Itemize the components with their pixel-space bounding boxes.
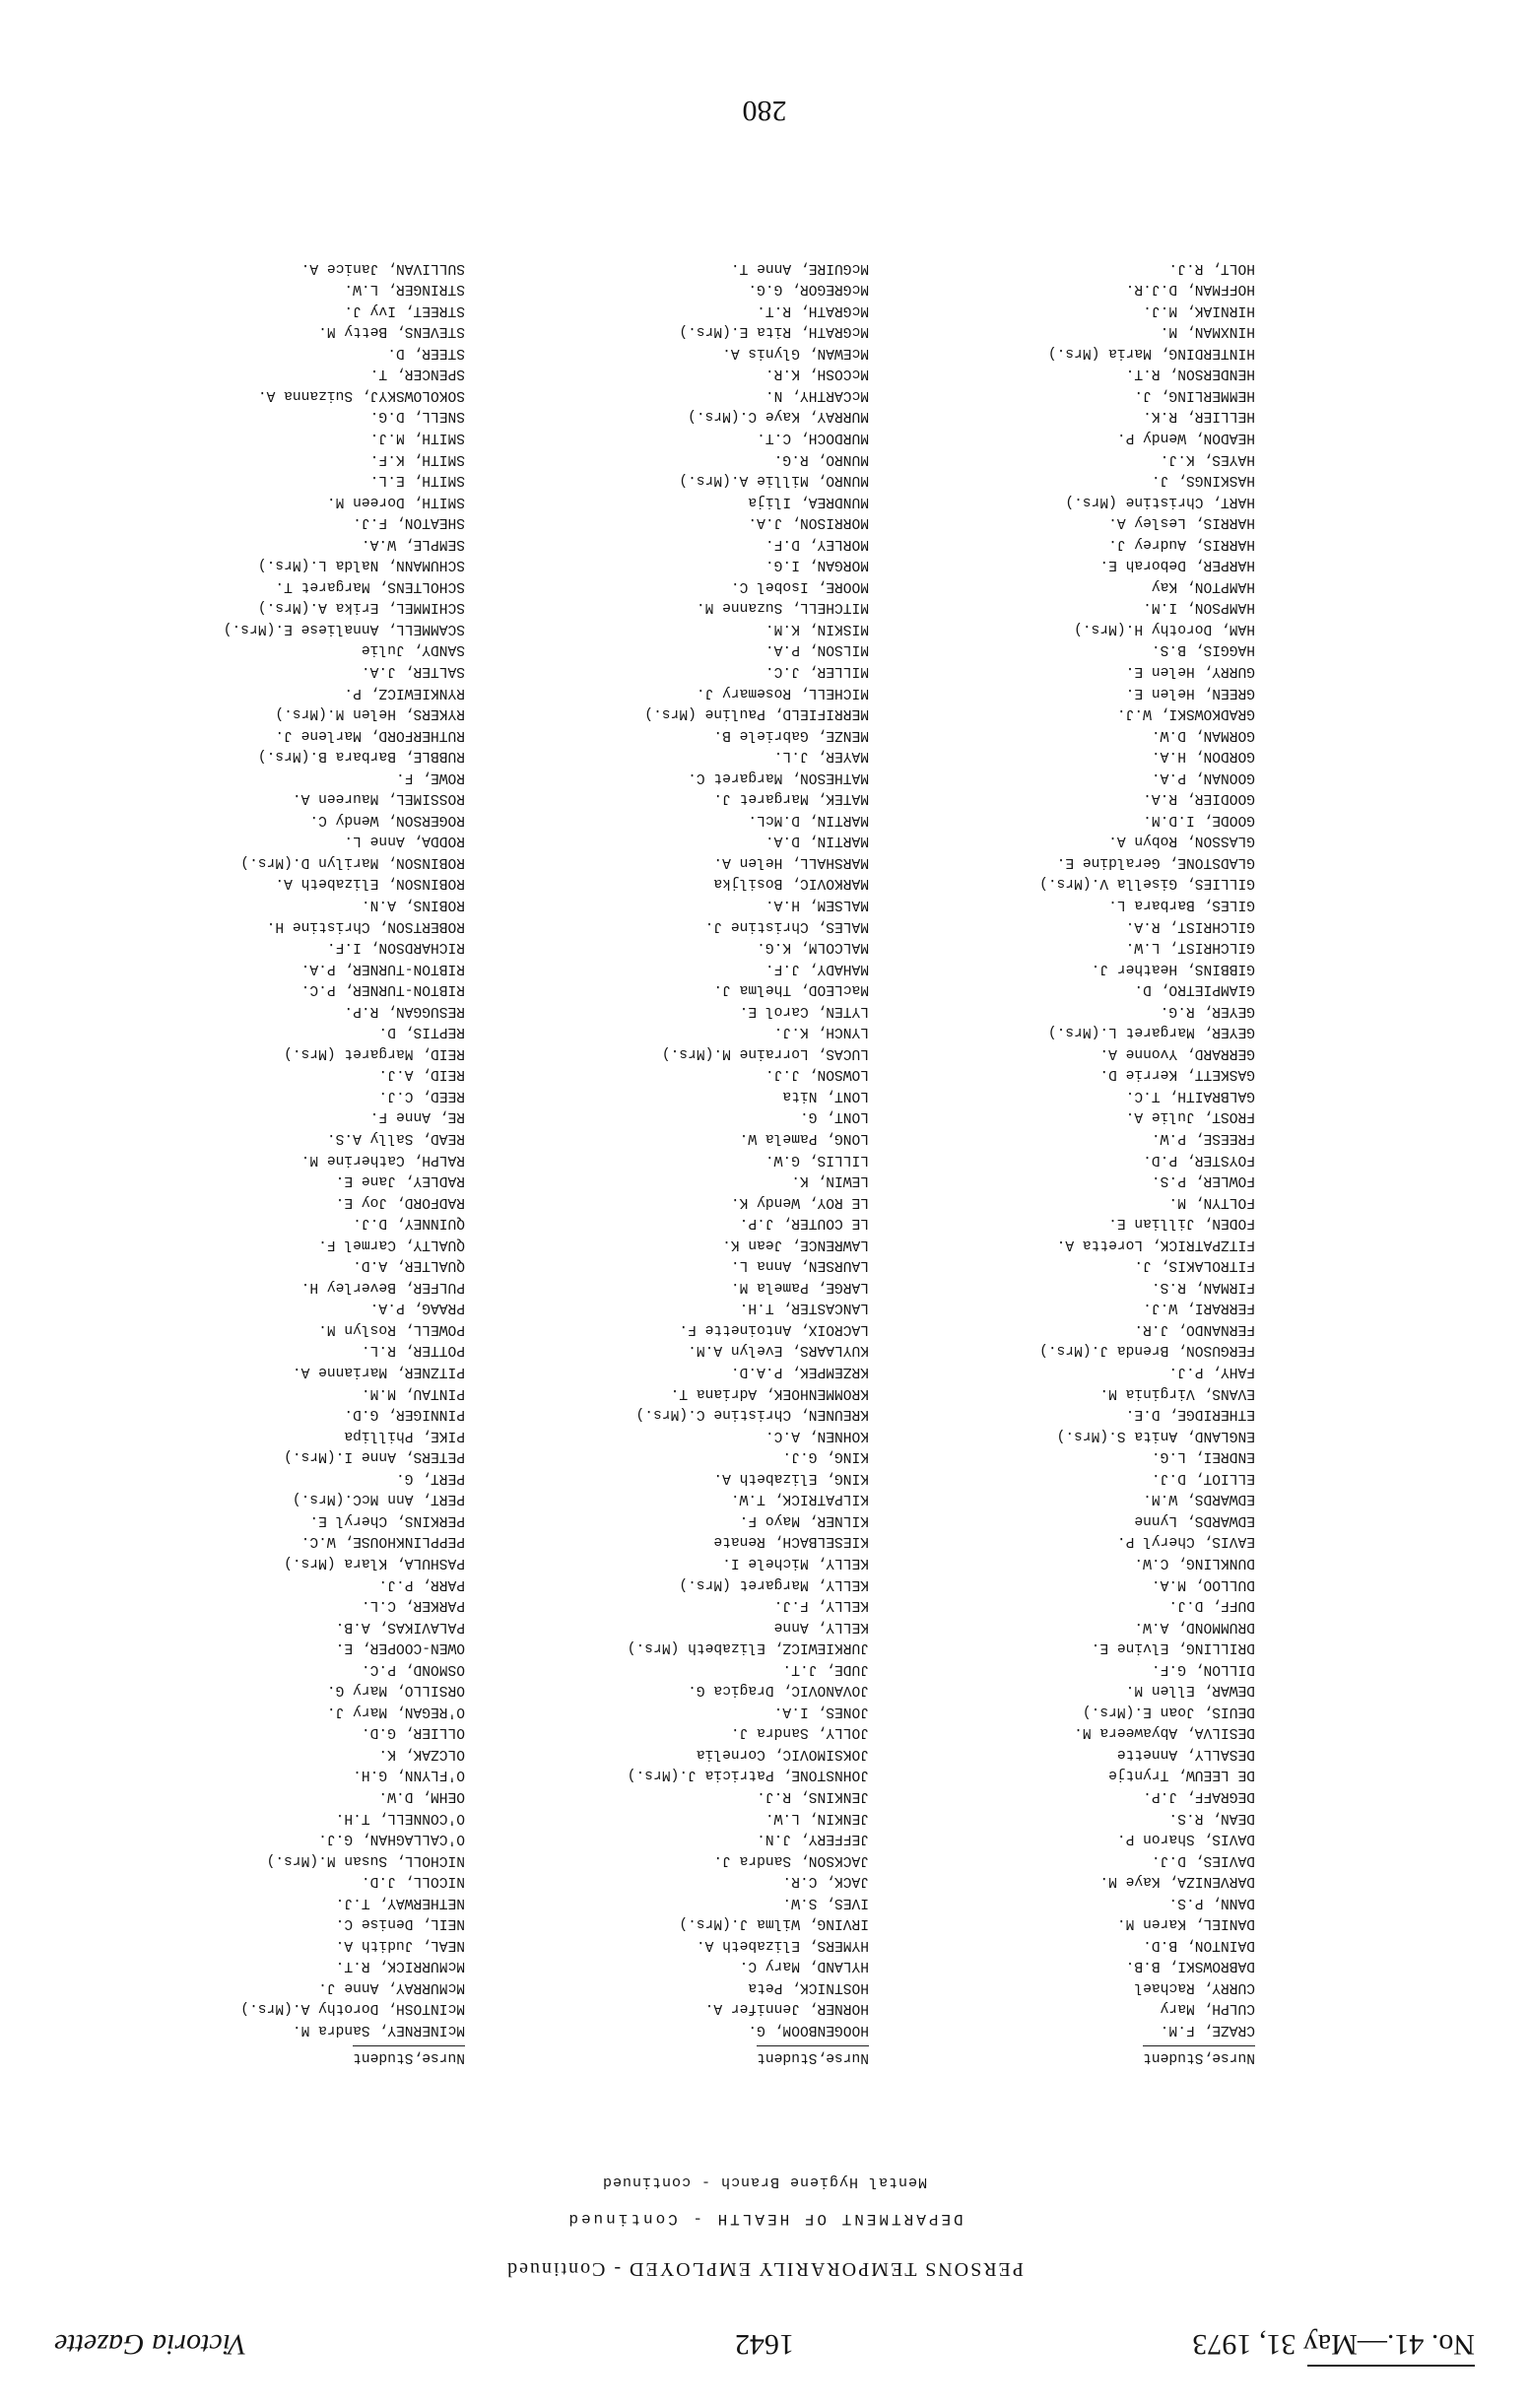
name-entry: LE ROY, Wendy K.	[730, 1193, 869, 1210]
section-titles	[0, 2174, 1529, 2280]
name-entry: HASKINGS, J.	[1151, 472, 1255, 489]
name-entry: HENDERSON, R.T.	[1125, 366, 1255, 382]
name-entry: NEIL, Denise C.	[335, 1915, 465, 1932]
name-entry: GLASSON, Robyn A.	[1108, 833, 1255, 849]
name-entry: SMITH, M.J.	[369, 429, 465, 445]
name-entry: DAVIES, D.J.	[1151, 1851, 1255, 1868]
name-entry: DAINTON, B.D.	[1143, 1936, 1255, 1953]
name-entry: ROWE, F.	[395, 769, 465, 785]
name-entry: PALAVIKAS, A.B.	[335, 1618, 465, 1635]
name-entry: KELLY, Margaret (Mrs.)	[679, 1575, 869, 1592]
name-entry: GILLIES, Gisella V.(Mrs.)	[1039, 875, 1255, 892]
name-entry: HART, Christine (Mrs.)	[1065, 493, 1255, 509]
name-entry: REID, A.J.	[378, 1066, 465, 1083]
name-entry: FODEN, Jillian E.	[1108, 1215, 1255, 1232]
name-entry: POTTER, R.L.	[361, 1342, 465, 1359]
name-entry: MALCOLM, K.G.	[757, 939, 869, 956]
name-entry: MICHELL, Rosemary J.	[696, 684, 869, 701]
name-entry: GALBRAITH, T.C.	[1125, 1087, 1255, 1104]
name-entry: SNELL, D.G.	[369, 408, 465, 425]
name-entry: KING, G.J.	[782, 1448, 869, 1465]
name-entry: JURKIEWICZ, Elizabeth (Mrs.)	[627, 1639, 869, 1656]
name-entry: MAYER, J.L.	[773, 748, 869, 765]
name-entry: MAHADY, J.F.	[764, 960, 869, 976]
name-entry: RUTHERFORD, Marlene J.	[275, 726, 465, 743]
name-entry: RODDA, Anne L.	[344, 833, 465, 849]
name-entry: HARPER, Deborah E.	[1099, 557, 1255, 573]
name-entry: SEMPLE, W.A.	[361, 535, 465, 552]
name-entry: SCAMMELL, Annaliese E.(Mrs.)	[223, 620, 465, 636]
name-entry: HAMPSON, I.M.	[1143, 599, 1255, 616]
name-entry: McINERNEY, Sandra M.	[292, 2022, 465, 2038]
name-entry: NICOLL, J.D.	[361, 1873, 465, 1890]
main-title: PERSONS TEMPORARILY EMPLOYED - Continued	[505, 2258, 1024, 2280]
name-entry: OEHM, D.W.	[378, 1787, 465, 1804]
name-entry: RESUGGAN, R.P.	[344, 1002, 465, 1019]
name-entry: NICHOLL, Susan M.(Mrs.)	[266, 1851, 465, 1868]
name-entry: HOOGENBOOM, G.	[748, 2022, 869, 2038]
header-rule	[1307, 2365, 1475, 2367]
name-entry: RYKERS, Helen M.(Mrs.)	[275, 705, 465, 722]
name-entry: CRAZE, F.M.	[1160, 2022, 1255, 2038]
name-entry: MORRISON, J.A.	[748, 514, 869, 531]
name-entry: QUALTER, A.D.	[353, 1257, 465, 1274]
name-entry: RICHARDSON, I.F.	[326, 939, 465, 956]
name-entry: JUDE, J.T.	[782, 1660, 869, 1677]
name-entry: MARKOVIC, Bosiljka	[713, 875, 869, 892]
name-entry: HAGGIS, B.S.	[1151, 641, 1255, 658]
name-entry: McMURRICK, R.T.	[335, 1958, 465, 1974]
name-entry: IRVING, Wilma J.(Mrs.)	[679, 1915, 869, 1932]
name-entry: ORSILLO, Mary G.	[326, 1682, 465, 1699]
name-entry: QUINNEY, D.J.	[353, 1215, 465, 1232]
name-entry: STEER, D.	[387, 344, 465, 361]
name-entry: HYMERS, Elizabeth A.	[696, 1936, 869, 1953]
column-heading: Nurse,Student	[353, 2045, 465, 2068]
name-entry: LOWSON, J.J.	[764, 1066, 869, 1083]
name-entry: OLLIER, G.D.	[361, 1724, 465, 1741]
name-entry: DUFF, D.J.	[1168, 1597, 1255, 1614]
name-entry: KILNER, Mayo F.	[739, 1511, 869, 1528]
name-entry: GEYER, R.G.	[1160, 1002, 1255, 1019]
name-entry: MUNRO, R.G.	[773, 450, 869, 467]
name-entry: ROSSIMEL, Maureen A.	[292, 790, 465, 807]
name-entry: LAURSEN, Anna L.	[730, 1257, 869, 1274]
name-entry: JOKSIMOVIC, Cornelia	[696, 1745, 869, 1762]
name-entry: GIBBINS, Heather J.	[1091, 960, 1255, 976]
name-entry: FIRMAN, R.S.	[1151, 1278, 1255, 1295]
name-entry: DEWAR, Ellen M.	[1125, 1682, 1255, 1699]
name-entry: ELLIOT, D.J.	[1151, 1469, 1255, 1486]
name-entry: SULLIVAN, Janice A.	[300, 259, 465, 276]
name-entry: MOORE, Isobel C.	[730, 577, 869, 594]
name-entry: GOONAN, P.A.	[1151, 769, 1255, 785]
name-entry: HIRNIAK, M.J.	[1143, 301, 1255, 318]
name-entry: PERT, G.	[395, 1469, 465, 1486]
name-entry: KILPATRICK, T.W.	[730, 1491, 869, 1507]
name-entry: McINTOSH, Dorothy A.(Mrs.)	[240, 2000, 465, 2017]
name-entry: DE LEEUW, Tryntje	[1108, 1767, 1255, 1783]
name-entry: QUALTY, Carmel F.	[318, 1236, 465, 1252]
name-entry: O'CONNELL, T.H.	[335, 1809, 465, 1826]
name-entry: RALPH, Catherine M.	[300, 1151, 465, 1168]
name-entry: RADFORD, Joy E.	[335, 1193, 465, 1210]
name-entry: READ, Sally A.S.	[326, 1130, 465, 1147]
name-entry: RUBBLE, Barbara B.(Mrs.)	[257, 748, 465, 765]
name-entry: JENKINS, R.J.	[757, 1787, 869, 1804]
page-header	[0, 2319, 1529, 2378]
names-list	[861, 256, 1255, 2040]
name-entry: HORNER, Jennifer A.	[704, 2000, 869, 2017]
name-entry: McGREGOR, G.G.	[748, 281, 869, 298]
names-column-2	[475, 256, 869, 2068]
name-entry: HEMMERLING, J.	[1134, 386, 1255, 403]
name-entry: DULLOO, M.A.	[1151, 1575, 1255, 1592]
name-entry: EVANS, Virginia M.	[1099, 1384, 1255, 1401]
name-entry: McGUIRE, Anne T.	[730, 259, 869, 276]
name-entry: PETERS, Anne I.(Mrs.)	[284, 1448, 465, 1465]
name-entry: MARSHALL, Helen A.	[713, 853, 869, 870]
name-entry: KRZEMPEK, P.A.D.	[730, 1364, 869, 1380]
name-entry: GORDON, H.A.	[1151, 748, 1255, 765]
name-entry: KIESELBACH, Renate	[713, 1533, 869, 1550]
name-entry: EDWARDS, W.M.	[1143, 1491, 1255, 1507]
name-entry: SMITH, K.F.	[369, 450, 465, 467]
name-entry: LONT, Nita	[782, 1087, 869, 1104]
name-entry: PULFER, Beverley H.	[300, 1278, 465, 1295]
name-entry: NETHERWAY, T.J.	[335, 1894, 465, 1910]
name-entry: HOSTNICK, Peta	[748, 1978, 869, 1995]
name-entry: DUNKLING, C.W.	[1134, 1554, 1255, 1571]
name-entry: KING, Elizabeth A.	[713, 1469, 869, 1486]
column-heading: Nurse,Student	[757, 2045, 869, 2068]
names-list	[71, 256, 465, 2040]
name-entry: DAVIS, Sharon P.	[1116, 1831, 1255, 1847]
name-entry: MUNDREA, Ilija	[748, 493, 869, 509]
name-entry: HARRIS, Audrey J.	[1108, 535, 1255, 552]
name-entry: PIKE, Phillipa	[344, 1427, 465, 1443]
name-entry: ENDREI, L.G.	[1151, 1448, 1255, 1465]
name-entry: McCOSH, K.R.	[764, 366, 869, 382]
name-entry: LUCAS, Lorraine M.(Mrs.)	[661, 1044, 869, 1061]
name-entry: GERRARD, Yvonne A.	[1099, 1044, 1255, 1061]
publication-name: Victoria Gazette	[54, 2328, 247, 2361]
name-entry: JACKSON, Sandra J.	[713, 1851, 869, 1868]
gazette-page-number: 1642	[735, 2328, 794, 2361]
name-entry: JENKIN, L.W.	[764, 1809, 869, 1826]
name-entry: EAVIS, Cheryl P.	[1116, 1533, 1255, 1550]
name-entry: ROBINSON, Elizabeth A.	[275, 875, 465, 892]
name-entry: KREUNEN, Christine C.(Mrs.)	[635, 1406, 869, 1423]
name-entry: MILSON, P.A.	[764, 641, 869, 658]
branch-title: Mental Hygiene Branch - continued	[601, 2174, 928, 2190]
issue-info: No. 41.—May 31, 1973	[1192, 2328, 1475, 2361]
name-entry: FAHY, P.J.	[1168, 1364, 1255, 1380]
name-entry: McGRATH, Rita E.(Mrs.)	[679, 323, 869, 340]
names-list	[475, 256, 869, 2040]
name-entry: SCHUMANN, Nalda L.(Mrs.)	[257, 557, 465, 573]
name-entry: GILCHRIST, L.W.	[1125, 939, 1255, 956]
name-entry: MALES, Christine J.	[704, 917, 869, 934]
name-entry: LONG, Pamela W.	[739, 1130, 869, 1147]
name-entry: MacLEOD, Thelma J.	[713, 981, 869, 998]
name-entry: OLCZAK, K.	[378, 1745, 465, 1762]
name-entry: STRINGER, L.W.	[344, 281, 465, 298]
name-entry: JACK, C.R.	[782, 1873, 869, 1890]
name-entry: GLADSTONE, Geraldine E.	[1056, 853, 1255, 870]
name-entry: MISKIN, K.M.	[764, 620, 869, 636]
name-entry: SCHIMMEL, Erika A.(Mrs.)	[257, 599, 465, 616]
name-entry: SPENCER, T.	[369, 366, 465, 382]
name-entry: SANDY, Julie	[361, 641, 465, 658]
name-entry: JOHNSTONE, Patricia J.(Mrs.)	[627, 1767, 869, 1783]
name-entry: FOLTYN, M.	[1168, 1193, 1255, 1210]
name-entry: GASKETT, Kerrie D.	[1099, 1066, 1255, 1083]
names-column-1	[861, 256, 1255, 2068]
name-entry: KUYLAARS, Evelyn A.M.	[688, 1342, 869, 1359]
name-entry: GOODE, I.D.M.	[1143, 811, 1255, 828]
name-entry: GIAMPIETRO, D.	[1134, 981, 1255, 998]
name-entry: GILCHRIST, R.A.	[1125, 917, 1255, 934]
name-entry: PINNIGER, G.D.	[344, 1406, 465, 1423]
name-entry: SHEATON, F.J.	[353, 514, 465, 531]
name-entry: ROBINSON, Marilyn D.(Mrs.)	[240, 853, 465, 870]
page-number: 280	[742, 95, 787, 127]
name-entry: SCHOLTENS, Margaret T.	[275, 577, 465, 594]
name-entry: PRAAG, P.A.	[369, 1300, 465, 1316]
name-entry: LANCASTER, T.H.	[739, 1300, 869, 1316]
name-entry: LEWIN, K.	[791, 1172, 869, 1189]
name-entry: PINTAU, M.M.	[361, 1384, 465, 1401]
name-entry: SMITH, Doreen M.	[326, 493, 465, 509]
name-entry: DRUMMOND, A.W.	[1134, 1618, 1255, 1635]
name-entry: NEAL, Judith A.	[335, 1936, 465, 1953]
name-entry: GOODIER, R.A.	[1143, 790, 1255, 807]
name-entry: REPTIS, D.	[378, 1024, 465, 1040]
name-entry: GREEN, Helen E.	[1125, 684, 1255, 701]
name-entry: ROBINS, A.N.	[361, 897, 465, 913]
name-entry: HELLIER, R.K.	[1143, 408, 1255, 425]
name-entry: HAM, Dorothy H.(Mrs.)	[1074, 620, 1255, 636]
name-entry: JOLLY, Sandra J.	[730, 1724, 869, 1741]
name-entry: PITZNER, Marianne A.	[292, 1364, 465, 1380]
name-entry: RE, Anne F.	[369, 1108, 465, 1125]
name-entry: FERRARI, W.J.	[1143, 1300, 1255, 1316]
name-entry: MARTIN, D.A.	[764, 833, 869, 849]
name-entry: O'FLYNN, G.H.	[353, 1767, 465, 1783]
name-entry: MUNRO, Millie A.(Mrs.)	[679, 472, 869, 489]
name-entry: MATHESON, Margaret C.	[688, 769, 869, 785]
name-entry: EDWARDS, Lynne	[1134, 1511, 1255, 1528]
name-entry: HINTERDING, Maria (Mrs.)	[1047, 344, 1255, 361]
name-entry: CULPH, Mary	[1160, 2000, 1255, 2017]
name-entry: MURDOCH, C.T.	[757, 429, 869, 445]
name-entry: O'CALLAGHAN, G.J.	[318, 1831, 465, 1847]
name-entry: RYNKIEWICZ, P.	[344, 684, 465, 701]
name-entry: McGRATH, R.T.	[757, 301, 869, 318]
name-entry: CURRY, Rachael	[1134, 1978, 1255, 1995]
name-entry: FREESE, P.W.	[1151, 1130, 1255, 1147]
name-entry: RIBTON-TURNER, P.C.	[300, 981, 465, 998]
name-entry: RADLEY, Jane E.	[335, 1172, 465, 1189]
name-entry: PERT, Ann McC.(Mrs.)	[292, 1491, 465, 1507]
name-entry: REID, Margaret (Mrs.)	[284, 1044, 465, 1061]
name-entry: DRILLING, Elvine E.	[1091, 1639, 1255, 1656]
name-entry: KELLY, Anne	[773, 1618, 869, 1635]
name-entry: DEUIS, Joan E.(Mrs.)	[1082, 1703, 1255, 1719]
name-entry: GORMAN, D.W.	[1151, 726, 1255, 743]
name-entry: MERRIFIELD, Pauline (Mrs.)	[644, 705, 869, 722]
name-entry: LONT, G.	[799, 1108, 869, 1125]
name-entry: HAYES, K.J.	[1160, 450, 1255, 467]
name-entry: FROST, Julie A.	[1125, 1108, 1255, 1125]
name-entry: DARVENIZA, Kaye M.	[1099, 1873, 1255, 1890]
name-entry: FOYSTER, P.D.	[1143, 1151, 1255, 1168]
name-entry: KELLY, Michele I.	[722, 1554, 869, 1571]
name-entry: HOLT, R.J.	[1168, 259, 1255, 276]
name-entry: KELLY, F.J.	[773, 1597, 869, 1614]
name-entry: FITZPATRICK, Loretta A.	[1056, 1236, 1255, 1252]
name-entry: DABROWSKI, B.B.	[1125, 1958, 1255, 1974]
name-entry: MATEK, Margaret J.	[713, 790, 869, 807]
name-entry: MILLER, J.C.	[764, 663, 869, 679]
name-entry: HEADON, Wendy P.	[1116, 429, 1255, 445]
name-entry: KOHNEN, A.C.	[764, 1427, 869, 1443]
name-entry: STEVENS, Betty M.	[318, 323, 465, 340]
name-entry: MARTIN, D.McL.	[748, 811, 869, 828]
name-entry: ROGERSON, Wendy C.	[309, 811, 465, 828]
department-title: DEPARTMENT OF HEALTH - Continued	[565, 2210, 964, 2228]
name-entry: ETHERIDGE, D.E.	[1125, 1406, 1255, 1423]
name-entry: STREET, Ivy J.	[344, 301, 465, 318]
name-entry: McEWAN, Glynis A.	[722, 344, 869, 361]
name-entry: OWEN-COOPER, E.	[335, 1639, 465, 1656]
name-entry: JEFFERY, J.N.	[757, 1831, 869, 1847]
name-entry: LE COUTER, J.P.	[739, 1215, 869, 1232]
name-entry: JONES, I.A.	[773, 1703, 869, 1719]
name-entry: MITCHELL, Suzanne M.	[696, 599, 869, 616]
name-entry: KROMMENHOEK, Adriana T.	[670, 1384, 869, 1401]
name-entry: HOFFMAN, D.J.R.	[1125, 281, 1255, 298]
name-entry: DEAN, R.S.	[1168, 1809, 1255, 1826]
name-entry: PASHULA, Klara (Mrs.)	[284, 1554, 465, 1571]
name-entry: DESILVA, Abyaweera M.	[1074, 1724, 1255, 1741]
name-entry: PARR, P.J.	[378, 1575, 465, 1592]
name-entry: LYTEN, Carol E.	[739, 1002, 869, 1019]
name-entry: PERKINS, Cheryl E.	[309, 1511, 465, 1528]
name-entry: LYNCH, K.J.	[773, 1024, 869, 1040]
name-entry: MENZE, Gabriele B.	[713, 726, 869, 743]
name-entry: SMITH, E.L.	[369, 472, 465, 489]
name-entry: MORLEY, D.F.	[764, 535, 869, 552]
name-entry: DANN, P.S.	[1168, 1894, 1255, 1910]
name-entry: HINXMAN, M.	[1160, 323, 1255, 340]
name-entry: McCARTHY, N.	[764, 386, 869, 403]
name-entry: SALTER, J.A.	[361, 663, 465, 679]
name-entry: FOWLER, P.S.	[1151, 1172, 1255, 1189]
name-entry: MALSEM, H.A.	[764, 897, 869, 913]
name-entry: HARRIS, Lesley A.	[1108, 514, 1255, 531]
name-entry: HAMPTON, Kay	[1151, 577, 1255, 594]
name-entry: MORGAN, I.G.	[764, 557, 869, 573]
name-entry: RIBTON-TURNER, P.A.	[300, 960, 465, 976]
column-heading: Nurse,Student	[1143, 2045, 1255, 2068]
name-entry: DEGRAFF, J.P.	[1143, 1787, 1255, 1804]
name-entry: GEYER, Margaret L.(Mrs.)	[1047, 1024, 1255, 1040]
name-entry: LACROIX, Antoinette F.	[679, 1320, 869, 1337]
name-entry: LILLIS, G.W.	[764, 1151, 869, 1168]
name-entry: McMURRAY, Anne J.	[318, 1978, 465, 1995]
name-entry: JOVANOVIC, Dragica G.	[688, 1682, 869, 1699]
name-entry: FERGUSON, Brenda J.(Mrs.)	[1039, 1342, 1255, 1359]
name-entry: POWELL, Roslyn M.	[318, 1320, 465, 1337]
name-entry: DANIEL, Karen M.	[1116, 1915, 1255, 1932]
name-entry: O'REGAN, Mary J.	[326, 1703, 465, 1719]
name-entry: SOKOLOWSKYJ, Suizanna A.	[257, 386, 465, 403]
name-entry: PEPPLINKHOUSE, W.C.	[300, 1533, 465, 1550]
name-entry: GURRY, Helen E.	[1125, 663, 1255, 679]
name-entry: LAWRENCE, Jean K.	[722, 1236, 869, 1252]
name-entry: LARGE, Pamela M.	[730, 1278, 869, 1295]
name-entry: FERNANDO, J.R.	[1134, 1320, 1255, 1337]
name-entry: GRADKOWSKI, W.J.	[1116, 705, 1255, 722]
name-entry: FITROLAKIS, J.	[1134, 1257, 1255, 1274]
name-entry: OSMOND, P.C.	[361, 1660, 465, 1677]
name-entry: PARKER, C.L.	[361, 1597, 465, 1614]
name-entry: MURRAY, Kaye C.(Mrs.)	[688, 408, 869, 425]
name-entry: ROBERTSON, Christine H.	[266, 917, 465, 934]
name-entry: ENGLAND, Anita S.(Mrs.)	[1056, 1427, 1255, 1443]
name-entry: REED, C.J.	[378, 1087, 465, 1104]
names-column-3	[71, 256, 465, 2068]
name-entry: DILLON, G.F.	[1151, 1660, 1255, 1677]
name-entry: IVES, S.W.	[782, 1894, 869, 1910]
name-entry: GILES, Barbara L.	[1108, 897, 1255, 913]
name-entry: DESALLY, Annette	[1116, 1745, 1255, 1762]
name-entry: HYLAND, Mary C.	[739, 1958, 869, 1974]
